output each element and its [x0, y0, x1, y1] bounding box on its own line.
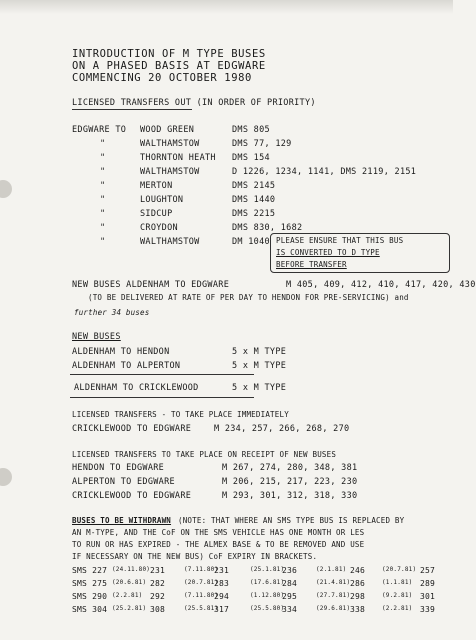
sms-bus-number: 298	[350, 592, 366, 601]
transfer-to: WOOD GREEN	[140, 125, 195, 135]
cof-expiry-date: (2.1.81)	[316, 566, 347, 573]
sms-bus-number: 246	[350, 566, 366, 575]
transfer-buses: DMS 77, 129	[232, 139, 292, 149]
withdrawn-note-3: TO RUN OR HAS EXPIRED - THE ALMEX BASE & TO BE REMOVED AND USE	[72, 540, 365, 549]
punch-hole	[0, 180, 12, 198]
transfer-buses: DM 1040	[232, 237, 270, 247]
transfer-to: SIDCUP	[140, 209, 173, 219]
ditto-mark: "	[100, 153, 106, 163]
sms-bus-number: SMS 304	[72, 605, 108, 614]
transfer-to: WALTHAMSTOW	[140, 167, 200, 177]
aldenham-line-2: (TO BE DELIVERED AT RATE OF PER DAY TO HENDON FOR PRE-SERVICING) and	[88, 293, 409, 302]
sms-bus-number: 292	[150, 592, 166, 601]
cof-expiry-date: (1.1.81)	[382, 579, 413, 586]
sms-bus-number: 257	[420, 566, 436, 575]
cof-expiry-date: (21.4.81)	[316, 579, 351, 586]
new-buses-heading: NEW BUSES	[72, 332, 121, 342]
withdrawn-note-4: IF NECESSARY ON THE NEW BUS) CoF EXPIRY IN BRACKETS.	[72, 552, 318, 561]
ditto-mark: "	[100, 167, 106, 177]
sms-bus-number: 236	[282, 566, 298, 575]
sms-bus-number: 231	[150, 566, 166, 575]
transfer-to: MERTON	[140, 181, 173, 191]
on-receipt-numbers: M 267, 274, 280, 348, 381	[222, 463, 358, 473]
route-rule	[70, 397, 254, 398]
withdrawn-note-2: AN M-TYPE, AND THE CoF ON THE SMS VEHICLE HAS ONE MONTH OR LES	[72, 528, 365, 537]
cof-expiry-date: (7.11.80)	[184, 592, 219, 599]
transfer-to: WALTHAMSTOW	[140, 139, 200, 149]
new-bus-qty: 5 x M TYPE	[232, 361, 287, 371]
cof-expiry-date: (17.6.81)	[250, 579, 285, 586]
new-bus-qty-boxed: 5 x M TYPE	[232, 383, 287, 393]
ditto-mark: "	[100, 223, 106, 233]
cof-expiry-date: (1.12.80)	[250, 592, 285, 599]
on-receipt-route: CRICKLEWOOD TO EDGWARE	[72, 491, 192, 501]
new-bus-route: ALDENHAM TO HENDON	[72, 347, 170, 357]
ditto-mark: "	[100, 237, 106, 247]
note-line-2: IS CONVERTED TO D TYPE	[276, 248, 380, 257]
transfer-to: LOUGHTON	[140, 195, 184, 205]
title-line-3: COMMENCING 20 OCTOBER 1980	[72, 72, 252, 84]
immediate-route: CRICKLEWOOD TO EDGWARE	[72, 424, 192, 434]
sms-bus-number: 301	[420, 592, 436, 601]
title-line-2: ON A PHASED BASIS AT EDGWARE	[72, 60, 266, 72]
transfer-buses: DMS 2215	[232, 209, 276, 219]
on-receipt-numbers: M 206, 215, 217, 223, 230	[222, 477, 358, 487]
sms-bus-number: 338	[350, 605, 366, 614]
new-bus-route-boxed: ALDENHAM TO CRICKLEWOOD	[74, 383, 199, 393]
sms-bus-number: 295	[282, 592, 298, 601]
on-receipt-numbers: M 293, 301, 312, 318, 330	[222, 491, 358, 501]
cof-expiry-date: (7.11.80)	[184, 566, 219, 573]
on-receipt-route: HENDON TO EDGWARE	[72, 463, 165, 473]
aldenham-bus-numbers: M 405, 409, 412, 410, 417, 420, 430	[286, 280, 476, 290]
cof-expiry-date: (20.7.81)	[382, 566, 417, 573]
sms-bus-number: 308	[150, 605, 166, 614]
heading-underline	[72, 109, 192, 110]
transfer-buses: DMS 805	[232, 125, 270, 135]
cof-expiry-date: (25.5.81)	[184, 605, 219, 612]
new-bus-route: ALDENHAM TO ALPERTON	[72, 361, 181, 371]
on-receipt-route: ALPERTON TO EDGWARE	[72, 477, 175, 487]
immediate-heading: LICENSED TRANSFERS - TO TAKE PLACE IMMEDIATELY	[72, 410, 289, 419]
transfer-buses: DMS 154	[232, 153, 270, 163]
transfer-buses: DMS 830, 1682	[232, 223, 303, 233]
sms-bus-number: 286	[350, 579, 366, 588]
sms-bus-number: 339	[420, 605, 436, 614]
cof-expiry-date: (9.2.81)	[382, 592, 413, 599]
note-line-3: BEFORE TRANSFER	[276, 260, 347, 269]
ditto-mark: "	[100, 181, 106, 191]
ditto-mark: "	[100, 209, 106, 219]
withdrawn-heading: BUSES TO BE WITHDRAWN	[72, 516, 172, 525]
ditto-mark: "	[100, 195, 106, 205]
sms-bus-number: 317	[214, 605, 230, 614]
on-receipt-heading: LICENSED TRANSFERS TO TAKE PLACE ON RECEIPT OF NEW BUSES	[72, 450, 337, 459]
cof-expiry-date: (29.6.81)	[316, 605, 351, 612]
sms-bus-number: 294	[214, 592, 230, 601]
punch-hole	[0, 468, 12, 486]
new-bus-qty: 5 x M TYPE	[232, 347, 287, 357]
cof-expiry-date: (25.5.80)	[250, 605, 285, 612]
sms-bus-number: 334	[282, 605, 298, 614]
cof-expiry-date: (25.1.81)	[250, 566, 285, 573]
cof-expiry-date: (20.7.81)	[184, 579, 219, 586]
scan-shadow	[0, 0, 453, 14]
transfer-buses: DMS 2145	[232, 181, 276, 191]
sms-bus-number: 289	[420, 579, 436, 588]
sms-bus-number: SMS 227	[72, 566, 108, 575]
cof-expiry-date: (25.2.81)	[112, 605, 147, 612]
sms-bus-number: 282	[150, 579, 166, 588]
transfer-buses: D 1226, 1234, 1141, DMS 2119, 2151	[232, 167, 417, 177]
sms-bus-number: 283	[214, 579, 230, 588]
cof-expiry-date: (2.2.81)	[382, 605, 413, 612]
cof-expiry-date: (2.2.81)	[112, 592, 143, 599]
ditto-mark: "	[100, 139, 106, 149]
licensed-out-heading: LICENSED TRANSFERS OUT (IN ORDER OF PRIORITY)	[72, 98, 316, 108]
transfer-buses: DMS 1440	[232, 195, 276, 205]
sms-bus-number: 231	[214, 566, 230, 575]
withdrawn-note-1: (NOTE: THAT WHERE AN SMS TYPE BUS IS REPLACED BY	[178, 516, 405, 525]
aldenham-line-1: NEW BUSES ALDENHAM TO EDGWARE	[72, 280, 230, 290]
cof-expiry-date: (20.6.81)	[112, 579, 147, 586]
transfer-to: WALTHAMSTOW	[140, 237, 200, 247]
aldenham-line-3: further 34 buses	[74, 308, 150, 317]
sms-bus-number: SMS 275	[72, 579, 108, 588]
note-line-1: PLEASE ENSURE THAT THIS BUS	[276, 236, 404, 245]
title-line-1: INTRODUCTION OF M TYPE BUSES	[72, 48, 266, 60]
cof-expiry-date: (27.7.81)	[316, 592, 351, 599]
immediate-bus-numbers: M 234, 257, 266, 268, 270	[214, 424, 350, 434]
route-rule	[70, 374, 254, 375]
cof-expiry-date: (24.11.80)	[112, 566, 151, 573]
sms-bus-number: SMS 290	[72, 592, 108, 601]
transfer-to: CROYDON	[140, 223, 178, 233]
transfer-from: EDGWARE TO	[72, 125, 127, 135]
transfer-to: THORNTON HEATH	[140, 153, 216, 163]
sms-bus-number: 284	[282, 579, 298, 588]
